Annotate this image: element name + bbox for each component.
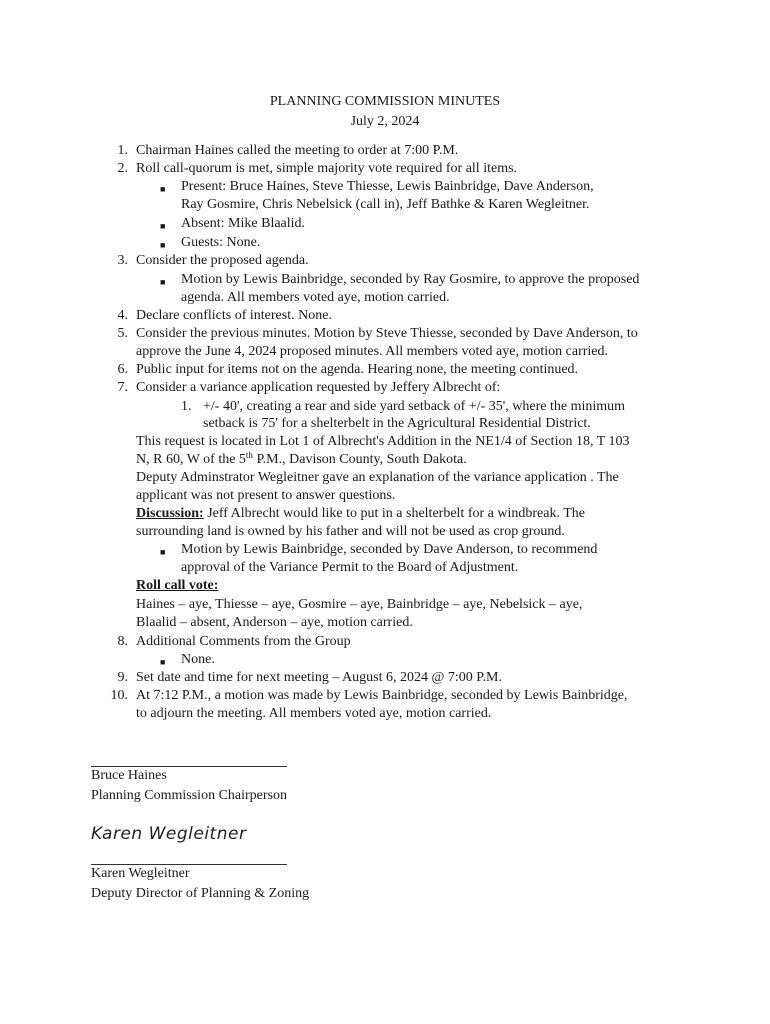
motion-line-2: approval of the Variance Permit to the Board of Adjustment. [181, 560, 519, 575]
discussion-line-1: Discussion: Jeff Albrecht would like to put in a shelterbelt for a windbreak. The [136, 506, 585, 521]
motion-line-2: agenda. All members voted aye, motion carried. [181, 290, 450, 305]
present-line-1: Present: Bruce Haines, Steve Thiesse, Lewis Bainbridge, Dave Anderson, [181, 179, 594, 194]
subitem-number: 1. [181, 399, 192, 414]
item-text: At 7:12 P.M., a motion was made by Lewis Bainbridge, seconded by Lewis Bainbridge, [136, 688, 628, 703]
motion-line-1: Motion by Lewis Bainbridge, seconded by Dave Anderson, to recommend [181, 542, 598, 557]
deputy-line-1: Deputy Adminstrator Wegleitner gave an explanation of the variance application . The [136, 470, 619, 485]
document-title: PLANNING COMMISSION MINUTES [269, 94, 501, 109]
item-text: Consider the previous minutes. Motion by Steve Thiesse, seconded by Dave Anderson, to [136, 326, 638, 341]
chair-title: Planning Commission Chairperson [91, 788, 287, 803]
roll-call-label: Roll call vote: [136, 578, 219, 593]
comments-none: None. [181, 652, 215, 667]
item-text: Roll call-quorum is met, simple majority vote required for all items. [136, 161, 518, 176]
item-text: to adjourn the meeting. All members voted aye, motion carried. [136, 706, 492, 721]
item-number: 1. [117, 143, 128, 158]
item-number: 8. [117, 634, 128, 649]
item-text: Set date and time for next meeting – August 6, 2024 @ 7:00 P.M. [136, 670, 502, 685]
item-text: Chairman Haines called the meeting to order at 7:00 P.M. [136, 143, 459, 158]
bullet-icon: ■ [160, 657, 166, 667]
motion-line-1: Motion by Lewis Bainbridge, seconded by Ray Gosmire, to approve the proposed [181, 272, 640, 287]
location-line-2: N, R 60, W of the 5th P.M., Davison County, South Dakota. [136, 450, 467, 467]
handwritten-signature: Karen Wegleitner [91, 824, 247, 844]
item-number: 7. [117, 380, 128, 395]
item-number: 6. [117, 362, 128, 377]
item-number: 10. [110, 688, 128, 703]
deputy-name: Karen Wegleitner [91, 866, 190, 881]
bullet-icon: ■ [160, 221, 166, 231]
item-number: 2. [117, 161, 128, 176]
bullet-icon: ■ [160, 240, 166, 250]
deputy-title: Deputy Director of Planning & Zoning [91, 886, 310, 901]
item-text: Additional Comments from the Group [136, 634, 351, 649]
item-text: Consider a variance application requested by Jeffery Albrecht of: [136, 380, 501, 395]
item-number: 5. [117, 326, 128, 341]
item-text: Public input for items not on the agenda. Hearing none, the meeting continued. [136, 362, 579, 377]
variance-line-1: +/- 40', creating a rear and side yard setback of +/- 35', where the minimum [203, 399, 626, 414]
bullet-icon: ■ [160, 184, 166, 194]
chair-name: Bruce Haines [91, 768, 167, 783]
bullet-icon: ■ [160, 277, 166, 287]
item-text: Consider the proposed agenda. [136, 253, 309, 268]
item-number: 3. [117, 253, 128, 268]
item-text: approve the June 4, 2024 proposed minutes. All members voted aye, motion carried. [136, 344, 609, 359]
roll-call-line-2: Blaalid – absent, Anderson – aye, motion carried. [136, 615, 413, 630]
location-line-1: This request is located in Lot 1 of Albrecht's Addition in the NE1/4 of Section 18, T 103 [136, 434, 630, 449]
deputy-line-2: applicant was not present to answer questions. [136, 488, 396, 503]
discussion-label: Discussion: [136, 506, 204, 521]
absent-line: Absent: Mike Blaalid. [181, 216, 306, 231]
item-number: 9. [117, 670, 128, 685]
item-number: 4. [117, 308, 128, 323]
guests-line: Guests: None. [181, 235, 261, 250]
signature-line [91, 766, 287, 767]
variance-line-2: setback is 75' for a shelterbelt in the Agricultural Residential District. [203, 416, 591, 431]
item-text: Declare conflicts of interest. None. [136, 308, 332, 323]
roll-call-line-1: Haines – aye, Thiesse – aye, Gosmire – aye, Bainbridge – aye, Nebelsick – aye, [136, 597, 583, 612]
signature-line [91, 864, 287, 865]
discussion-line-2: surrounding land is owned by his father and will not be used as crop ground. [136, 524, 565, 539]
present-line-2: Ray Gosmire, Chris Nebelsick (call in), Jeff Bathke & Karen Wegleitner. [181, 197, 590, 212]
document-date: July 2, 2024 [350, 114, 420, 129]
bullet-icon: ■ [160, 547, 166, 557]
